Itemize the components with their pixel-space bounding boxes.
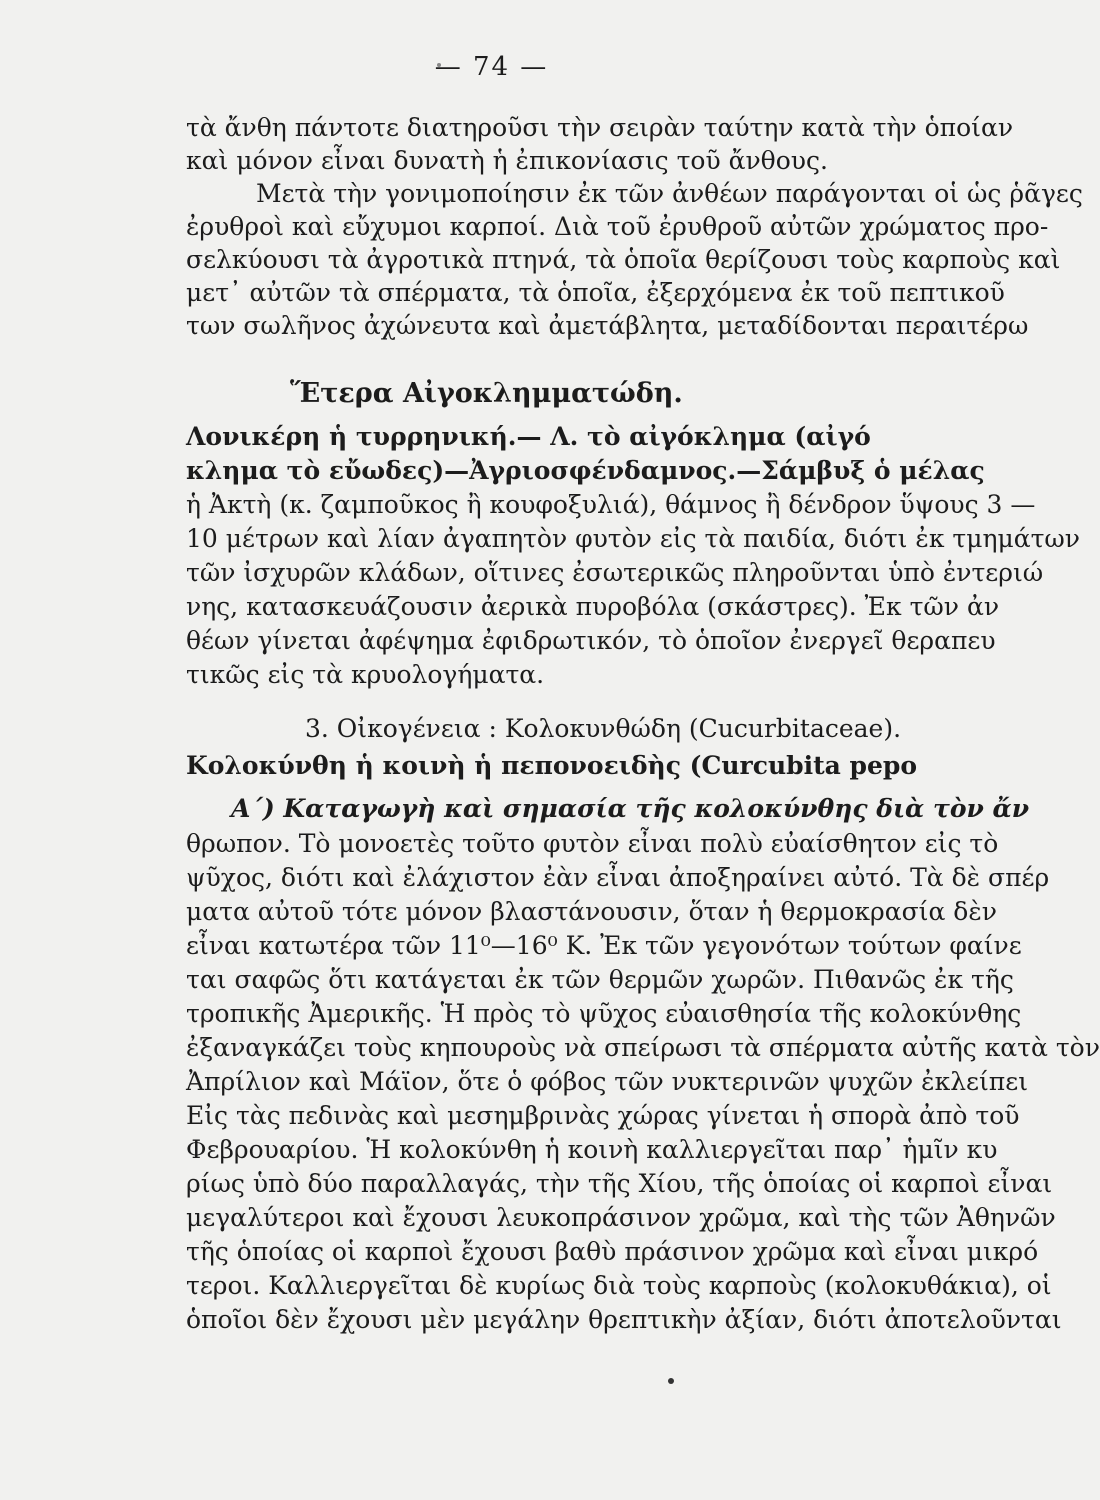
section-heading: Ἕτερα Αἰγοκλημματώδη. [290, 378, 683, 409]
text-line: κλημα τὸ εὔωδες)—Ἀγριοσφένδαμνος.—Σάμβυξ ὁ μέλας [186, 456, 985, 485]
text-line: ἐρυθροὶ καὶ εὔχυμοι καρποί. Διὰ τοῦ ἐρυθροῦ αὐτῶν χρώματος προ- [186, 212, 1049, 241]
text-line: ψῦχος, διότι καὶ ἐλάχιστον ἐὰν εἶναι ἀποξηραίνει αὐτό. Τὰ δὲ σπέρ [186, 863, 1050, 892]
text-line: τὰ ἄνθη πάντοτε διατηροῦσι τὴν σειρὰν ταύτην κατὰ τὴν ὁποίαν [186, 113, 1014, 142]
text-line: θρωπον. Τὸ μονοετὲς τοῦτο φυτὸν εἶναι πολὺ εὐαίσθητον εἰς τὸ [186, 829, 999, 858]
family-heading: 3. Οἰκογένεια : Κολοκυνθώδη (Cucurbitaceae). [305, 714, 902, 743]
text-line: νης, κατασκευάζουσιν ἀερικὰ πυροβόλα (σκάστρες). Ἐκ τῶν ἀν [186, 592, 1000, 621]
text-line: τικῶς εἰς τὰ κρυολογήματα. [186, 660, 545, 689]
text-line: ἐξαναγκάζει τοὺς κηπουροὺς νὰ σπείρωσι τὰ σπέρματα αὐτῆς κατὰ τὸν [186, 1033, 1100, 1062]
text-line: τροπικῆς Ἀμερικῆς. Ἡ πρὸς τὸ ψῦχος εὐαισθησία τῆς κολοκύνθης [186, 999, 1022, 1028]
text-line: ρίως ὑπὸ δύο παραλλαγάς, τὴν τῆς Χίου, τῆς ὁποίας οἱ καρποὶ εἶναι [186, 1169, 1053, 1198]
text-line: τῆς ὁποίας οἱ καρποὶ ἔχουσι βαθὺ πράσινον χρῶμα καὶ εἶναι μικρό [186, 1237, 1039, 1266]
page-number: — 74 — [434, 52, 549, 82]
text-line: ὁποῖοι δὲν ἔχουσι μὲν μεγάλην θρεπτικὴν ἀξίαν, διότι ἀποτελοῦνται [186, 1305, 1062, 1334]
text-line: ἡ Ἀκτὴ (κ. ζαμποῦκος ἢ κουφοξυλιά), θάμνος ἢ δένδρον ὕψους 3 — [186, 490, 1036, 519]
text-line: Λονικέρη ἡ τυρρηνική.— Λ. τὸ αἰγόκλημα (αἰγό [186, 422, 871, 451]
text-line: ται σαφῶς ὅτι κατάγεται ἐκ τῶν θερμῶν χωρῶν. Πιθανῶς ἐκ τῆς [186, 965, 1014, 994]
text-line: τῶν ἰσχυρῶν κλάδων, οἵτινες ἐσωτερικῶς πληροῦνται ὑπὸ ἐντεριώ [186, 558, 1044, 587]
text-line: Α΄) Καταγωγὴ καὶ σημασία τῆς κολοκύνθης διὰ τὸν ἄν [231, 794, 1030, 823]
text-line: Εἰς τὰς πεδινὰς καὶ μεσημβρινὰς χώρας γίνεται ἡ σπορὰ ἀπὸ τοῦ [186, 1101, 1020, 1130]
text-line: εἶναι κατωτέρα τῶν 11⁰—16⁰ Κ. Ἐκ τῶν γεγονότων τούτων φαίνε [186, 931, 1022, 960]
text-line: μεγαλύτεροι καὶ ἔχουσι λευκοπράσινον χρῶμα, καὶ τὴς τῶν Ἀθηνῶν [186, 1203, 1056, 1232]
text-line: Μετὰ τὴν γονιμοποίησιν ἐκ τῶν ἀνθέων παράγονται οἱ ὡς ῥᾶγες [256, 179, 1083, 208]
text-line: 10 μέτρων καὶ λίαν ἀγαπητὸν φυτὸν εἰς τὰ παιδία, διότι ἐκ τμημάτων [186, 524, 1080, 553]
text-line: καὶ μόνον εἶναι δυνατὴ ἡ ἐπικονίασις τοῦ ἄνθους. [186, 146, 828, 175]
text-line: μετ᾽ αὐτῶν τὰ σπέρματα, τὰ ὁποῖα, ἐξερχόμενα ἐκ τοῦ πεπτικοῦ [186, 278, 1005, 307]
text-line: ματα αὐτοῦ τότε μόνον βλαστάνουσιν, ὅταν ἡ θερμοκρασία δὲν [186, 897, 997, 926]
text-line: Κολοκύνθη ἡ κοινὴ ἡ πεπονοειδὴς (Curcubita pepo [186, 751, 918, 780]
text-line: Φεβρουαρίου. Ἡ κολοκύνθη ἡ κοινὴ καλλιεργεῖται παρ᾽ ἡμῖν κυ [186, 1135, 998, 1164]
text-line: Ἀπρίλιον καὶ Μάϊον, ὅτε ὁ φόβος τῶν νυκτερινῶν ψυχῶν ἐκλείπει [186, 1067, 1028, 1096]
text-line: των σωλῆνος ἀχώνευτα καὶ ἀμετάβλητα, μεταδίδονται περαιτέρω [186, 311, 1029, 340]
text-line: σελκύουσι τὰ ἀγροτικὰ πτηνά, τὰ ὁποῖα θερίζουσι τοὺς καρποὺς καὶ [186, 245, 1061, 274]
print-speck [668, 1378, 674, 1384]
text-line: τεροι. Καλλιεργεῖται δὲ κυρίως διὰ τοὺς καρποὺς (κολοκυθάκια), οἱ [186, 1271, 1052, 1300]
text-line: θέων γίνεται ἀφέψημα ἐφιδρωτικόν, τὸ ὁποῖον ἐνεργεῖ θεραπευ [186, 626, 996, 655]
